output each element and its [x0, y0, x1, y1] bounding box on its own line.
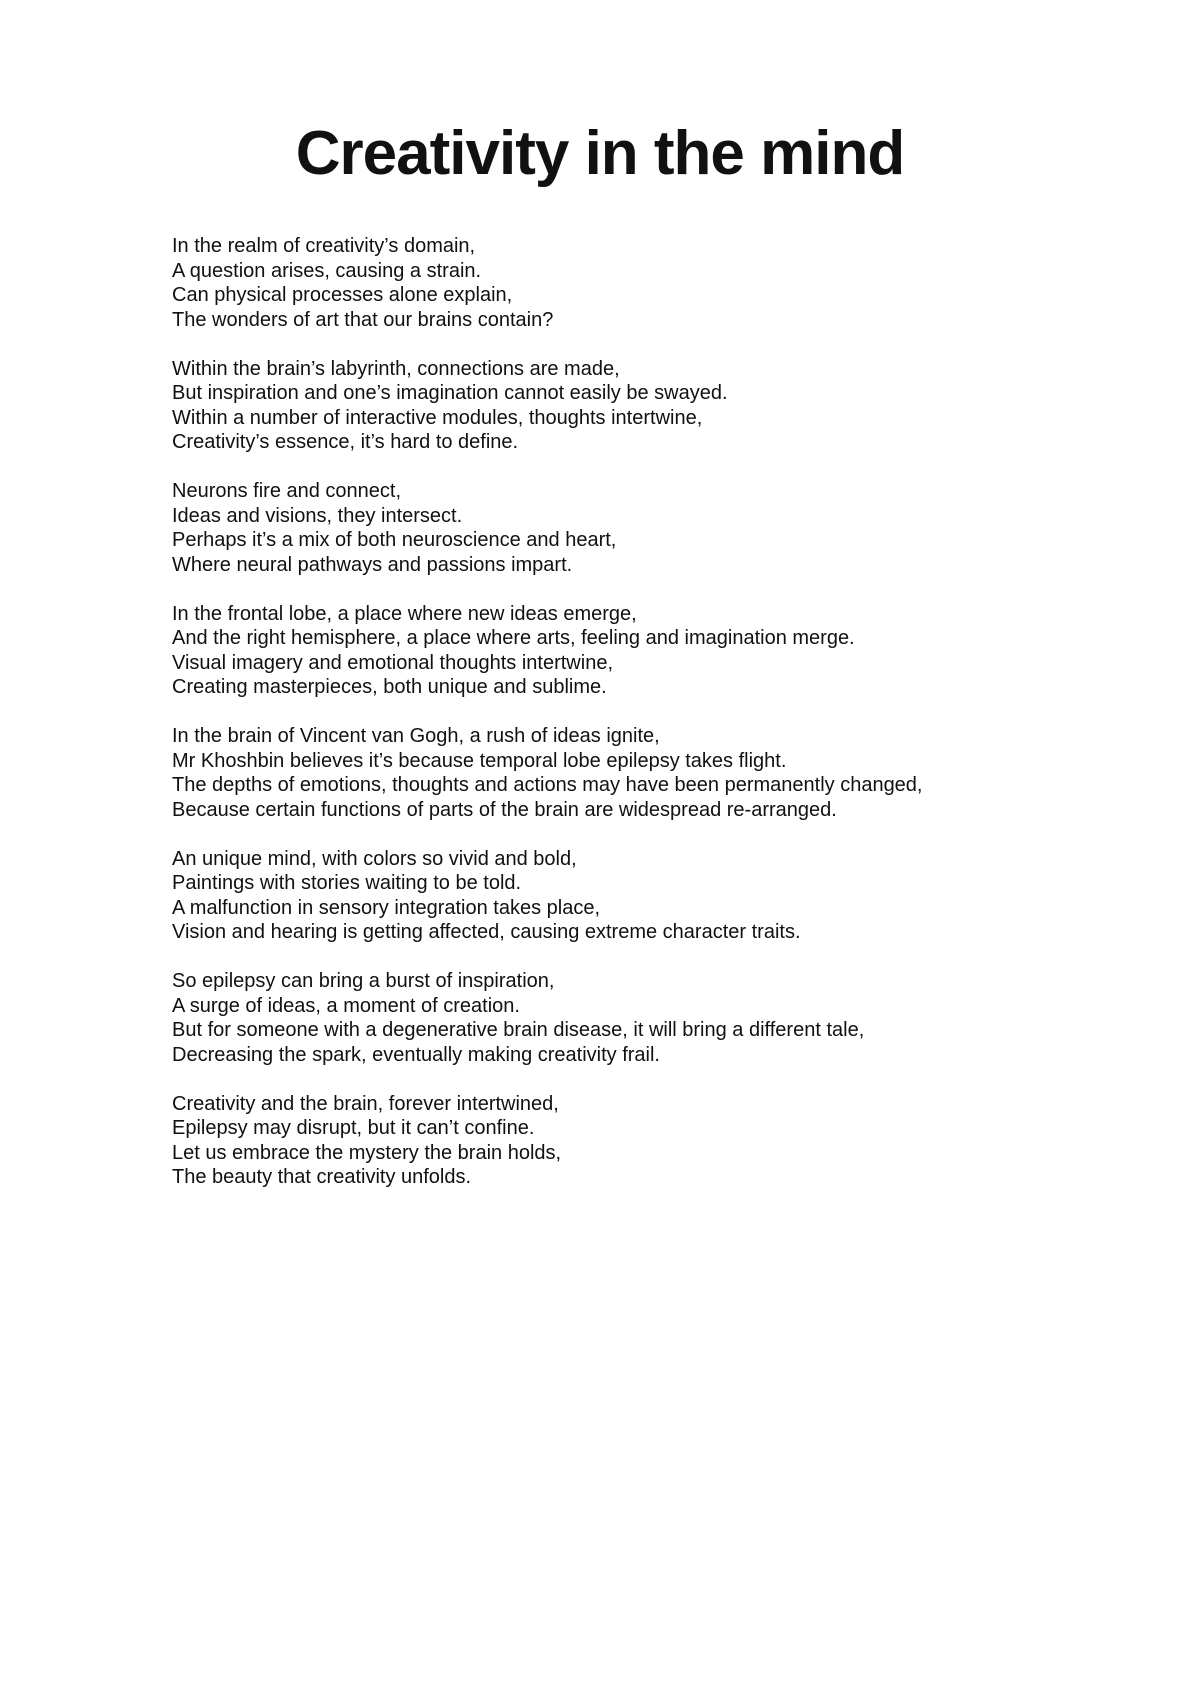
poem-line: Where neural pathways and passions impart.: [172, 553, 573, 576]
stanza-5: [172, 724, 1072, 822]
poem-line: Let us embrace the mystery the brain holds,: [172, 1141, 562, 1164]
poem-line: Mr Khoshbin believes it’s because temporal lobe epilepsy takes flight.: [172, 749, 787, 772]
poem-line: But for someone with a degenerative brain disease, it will bring a different tale,: [172, 1019, 865, 1041]
poem-line: Creativity’s essence, it’s hard to define.: [172, 431, 519, 453]
poem-line: Creating masterpieces, both unique and sublime.: [172, 676, 607, 698]
stanza-3: [172, 479, 1072, 577]
stanza-1: [172, 234, 1072, 332]
poem-line: A question arises, causing a strain.: [172, 259, 482, 282]
poem-line: The depths of emotions, thoughts and actions may have been permanently changed,: [172, 774, 923, 796]
poem-line: The wonders of art that our brains contain?: [172, 308, 554, 331]
poem-line: In the frontal lobe, a place where new ideas emerge,: [172, 602, 637, 625]
page-title: Creativity in the mind: [295, 119, 905, 188]
poem-line: The beauty that creativity unfolds.: [172, 1166, 472, 1188]
poem-line: Epilepsy may disrupt, but it can’t confine.: [172, 1117, 535, 1139]
poem-line: Creativity and the brain, forever intertwined,: [172, 1092, 559, 1115]
stanza-6: [172, 847, 1072, 945]
poem-line: Vision and hearing is getting affected, causing extreme character traits.: [172, 921, 801, 943]
poem-line: A surge of ideas, a moment of creation.: [172, 994, 520, 1017]
poem-line: Ideas and visions, they intersect.: [172, 504, 463, 527]
poem-line: Can physical processes alone explain,: [172, 284, 513, 306]
poem-line: Within the brain’s labyrinth, connections are made,: [172, 357, 620, 380]
stanza-2: [172, 357, 1072, 455]
poem-line: So epilepsy can bring a burst of inspiration,: [172, 970, 555, 992]
poem-line: But inspiration and one’s imagination cannot easily be swayed.: [172, 382, 728, 404]
poem-line: Neurons fire and connect,: [172, 480, 402, 502]
poem-line: Visual imagery and emotional thoughts intertwine,: [172, 651, 613, 674]
poem-line: Because certain functions of parts of the brain are widespread re-arranged.: [172, 798, 837, 821]
poem-line: In the brain of Vincent van Gogh, a rush of ideas ignite,: [172, 725, 660, 747]
poem-line: And the right hemisphere, a place where arts, feeling and imagination merge.: [172, 627, 855, 649]
stanza-7: [172, 969, 1072, 1067]
poem-line: An unique mind, with colors so vivid and bold,: [172, 847, 577, 870]
poem-line: In the realm of creativity’s domain,: [172, 235, 476, 257]
poem-line: Within a number of interactive modules, thoughts intertwine,: [172, 406, 703, 429]
stanza-8: [172, 1092, 1072, 1190]
poem-line: Paintings with stories waiting to be told.: [172, 872, 522, 894]
poem-line: A malfunction in sensory integration takes place,: [172, 896, 601, 919]
poem-line: Decreasing the spark, eventually making creativity frail.: [172, 1043, 660, 1066]
poem-body: [172, 234, 1072, 1214]
poem-line: Perhaps it’s a mix of both neuroscience and heart,: [172, 529, 617, 551]
stanza-4: [172, 602, 1072, 700]
